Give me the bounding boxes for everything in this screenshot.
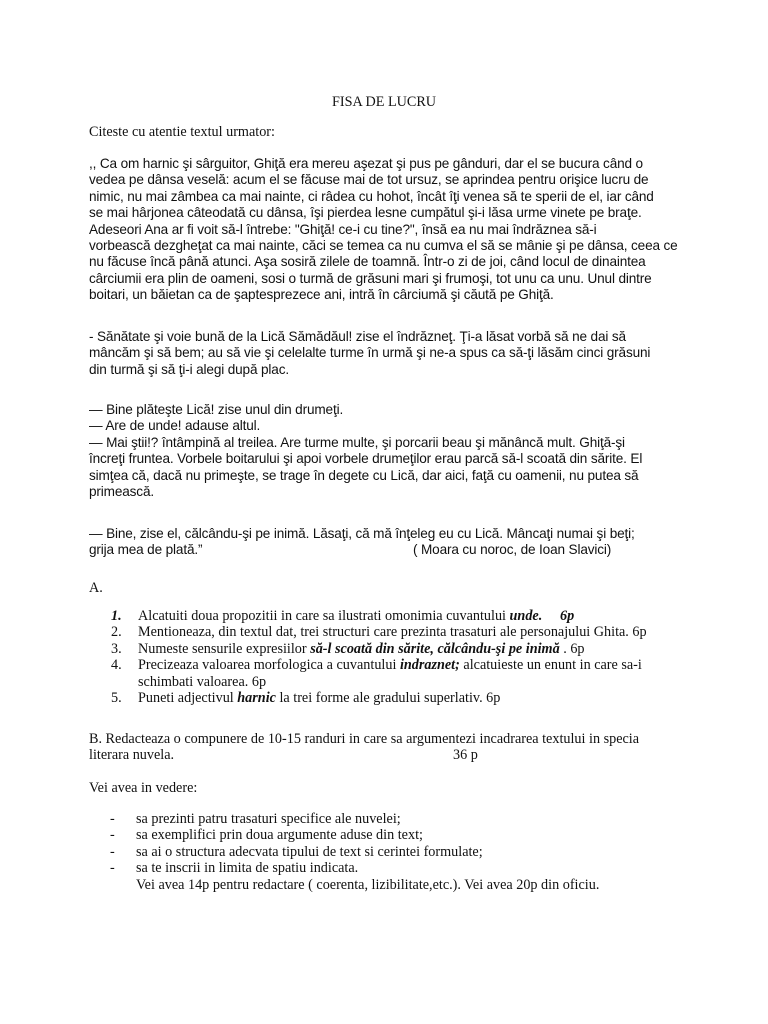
passage-line: cârciumii era plin de oameni, sosi o turmă de grăsuni mari şi frumoşi, tot unu ca unu. Unul dintre — [89, 270, 652, 286]
task-text-after: . 6p — [559, 640, 585, 657]
instruction: Citeste cu atentie textul urmator: — [89, 124, 275, 140]
task-number: 2. — [111, 624, 122, 641]
hint-title: Vei avea in vedere: — [89, 780, 198, 796]
task-text: Puneti adjectivul — [138, 690, 238, 707]
final-note: Vei avea 14p pentru redactare ( coerenta, lizibilitate,etc.). Vei avea 20p din oficiu. — [136, 876, 600, 893]
closing-line-2: grija mea de plată.” — [89, 542, 203, 558]
task-text: Alcatuiti doua propozitii in care sa ilustrati omonimia cuvantului — [138, 608, 510, 624]
passage-paragraph-1 — [89, 156, 689, 304]
task-keyword: harnic — [237, 690, 276, 707]
section-b-prompt — [89, 731, 689, 764]
hint-text: sa ai o structura adecvata tipului de text si cerintei formulate; — [136, 843, 483, 860]
task-text: Numeste sensurile expresiilor — [138, 640, 311, 657]
task-number: 5. — [111, 690, 122, 707]
hint-item: - sa exemplifici prin doua argumente aduse din text; — [110, 827, 423, 844]
passage-line: nimic, nu mai zâmbea ca mai nainte, ci râdea cu hohot, încât îţi venea să te sperii de el, iar când — [89, 188, 654, 204]
hint-text: sa te inscrii in limita de spatiu indicata. — [136, 860, 359, 877]
dialogue-line: — Mai ştii!? întâmpină al treilea. Are turme multe, şi porcarii beau şi mănâncă mult. Ghiţă-şi — [89, 434, 625, 450]
task-number: 1. — [111, 608, 122, 624]
passage-line: se mai hârjonea câteodată cu dânsa, îşi pierdea lesne cumpătul şi-i lăsa urme vinete pe braţe. — [89, 205, 642, 221]
task-list — [111, 608, 691, 706]
task-number: 3. — [111, 640, 122, 657]
page-title: FISA DE LUCRU — [331, 94, 437, 110]
passage-line: vorbească dezgheţat ca mai nainte, căci se temea ca nu cumva el să se mânie şi pe dânsa, ceea ce — [89, 238, 678, 254]
dialogue-line: simţea că, dacă nu primeşte, se trage în degete cu Lică, dar aici, faţă cu oamenii, nu putea să — [89, 467, 639, 483]
dialogue-line: primească. — [89, 484, 154, 500]
task-keyword: să-l scoată din sărite, călcându-şi pe inimă — [310, 640, 560, 657]
section-a-label: A. — [89, 580, 103, 596]
hint-item: - sa ai o structura adecvata tipului de text si cerintei formulate; — [110, 843, 483, 860]
task-text-line-2: schimbati valoarea. 6p — [138, 673, 267, 690]
section-b-points: 36 p — [453, 747, 478, 764]
task-item — [111, 690, 691, 706]
hint-text: sa prezinti patru trasaturi specifice ale nuvelei; — [136, 811, 401, 827]
task-number: 4. — [111, 657, 122, 674]
task-text: Mentioneaza, din textul dat, trei structuri care prezinta trasaturi ale personajului Ghita. 6p — [138, 624, 647, 641]
passage-line: din turmă şi să ţi-i alegi după plac. — [89, 361, 289, 377]
passage-line: mâncăm şi să bem; au să vie şi celelalte turme în urmă şi ne-a spus ca să-ţi lăsăm cinci grăsuni — [89, 345, 651, 361]
passage-paragraph-2 — [89, 329, 689, 378]
hint-item: - sa prezinti patru trasaturi specifice ale nuvelei; — [110, 811, 401, 827]
hint-list — [110, 811, 690, 893]
passage-line: ,, Ca om harnic şi sârguitor, Ghiţă era mereu aşezat şi pus pe gânduri, dar el se bucura când o — [89, 156, 643, 171]
passage-source: ( Moara cu noroc, de Ioan Slavici) — [413, 542, 612, 558]
task-text-after: la trei forme ale gradului superlativ. 6p — [275, 690, 501, 707]
dialogue-line: — Bine plăteşte Lică! zise unul din drumeţi. — [89, 402, 344, 417]
dialogue-line: încreţi fruntea. Vorbele boitarului şi apoi vorbele drumeţilor erau parcă să-l scoată din sărite. El — [89, 451, 643, 467]
closing-line-1: — Bine, zise el, călcându-şi pe inimă. Lăsaţi, că mă înţeleg eu cu Lică. Mâncaţi numai şi beţi; — [89, 526, 635, 541]
task-item — [111, 624, 691, 640]
section-b-line-2: literara nuvela. — [89, 747, 175, 764]
task-keyword: unde. — [509, 608, 543, 624]
passage-line: - Sănătate şi voie bună de la Lică Sămădăul! zise el îndrăzneţ. Ţi-a lăsat vorbă să ne dai să — [89, 329, 626, 344]
task-points: 6p — [560, 608, 575, 624]
passage-line: vedea pe dânsa veselă: acum el se făcuse mai de tot ursuz, se aprindea pentru orişice lucru de — [89, 172, 649, 188]
hint-item: - sa te inscrii in limita de spatiu indicata. — [110, 860, 359, 877]
task-item — [111, 657, 691, 690]
hint-text: sa exemplifici prin doua argumente aduse din text; — [136, 827, 423, 844]
task-keyword: indraznet; — [399, 657, 460, 674]
passage-line: nu făcuse încă până atunci. Aşa sosiră zilele de toamnă. Într-o zi de joi, când locul de dinaintea — [89, 254, 646, 270]
task-text-after: alcatuieste un enunt in care sa-i — [459, 657, 642, 674]
task-text: Precizeaza valoarea morfologica a cuvantului — [138, 657, 400, 674]
dialogue-line: — Are de unde! adause altul. — [89, 418, 261, 434]
passage-closing — [89, 526, 689, 559]
passage-line: Adeseori Ana ar fi voit să-l întrebe: "Ghiţă! ce-i cu tine?", însă ea nu mai îndrăznea să-i — [89, 221, 597, 237]
passage-dialogue — [89, 402, 689, 500]
final-note-item — [110, 877, 690, 893]
passage-line: boitari, un băietan ca de şaptesprezece ani, intră în cârciumă şi căută pe Ghiţă. — [89, 287, 554, 303]
section-b-line-1: B. Redacteaza o compunere de 10-15 randuri in care sa argumentezi incadrarea textului in specia — [89, 731, 640, 747]
task-item — [111, 641, 691, 657]
task-item — [111, 608, 691, 624]
